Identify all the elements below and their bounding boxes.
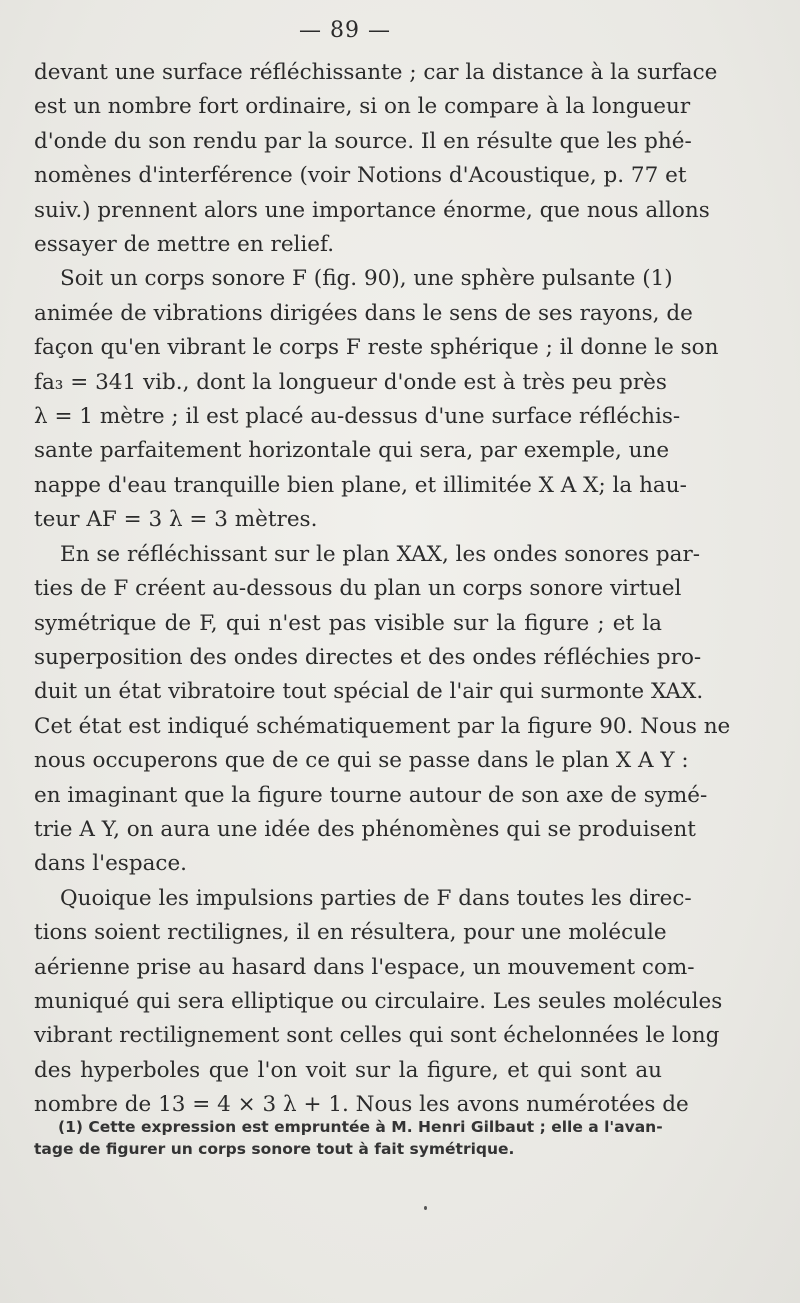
text-line: sante parfaitement horizontale qui sera, par exemple, une xyxy=(34,438,670,464)
paragraph-2 xyxy=(34,262,719,537)
text-line: Cet état est indiqué schématiquement par la figure 90. Nous ne xyxy=(34,713,731,739)
text-line: façon qu'en vibrant le corps F reste sphérique ; il donne le son xyxy=(34,335,719,361)
paragraph-1 xyxy=(34,56,718,262)
text-line: fa₃ = 341 vib., dont la longueur d'onde est à très peu près xyxy=(34,369,667,395)
paragraph-3 xyxy=(34,538,731,882)
text-line: Quoique les impulsions parties de F dans toutes les direc- xyxy=(60,885,692,911)
text-line: essayer de mettre en relief. xyxy=(34,232,335,258)
footnote-line: tage de figurer un corps sonore tout à fait symétrique. xyxy=(34,1140,515,1158)
text-line: nappe d'eau tranquille bien plane, et illimitée X A X; la hau- xyxy=(34,472,687,498)
text-line: devant une surface réfléchissante ; car la distance à la surface xyxy=(34,60,718,85)
footnote xyxy=(34,1116,664,1160)
text-line: animée de vibrations dirigées dans le sens de ses rayons, de xyxy=(34,300,693,326)
text-line: Soit un corps sonore F (fig. 90), une sphère pulsante (1) xyxy=(60,266,673,292)
text-line: d'onde du son rendu par la source. Il en résulte que les phé- xyxy=(34,128,692,154)
footnote-line: (1) Cette expression est empruntée à M. Henri Gilbaut ; elle a l'avan- xyxy=(58,1118,663,1136)
text-line: dans l'espace. xyxy=(34,851,188,877)
page-number: — 89 — xyxy=(299,18,391,43)
text-line: vibrant rectilignement sont celles qui sont échelonnées le long xyxy=(34,1023,720,1049)
text-line: est un nombre fort ordinaire, si on le compare à la longueur xyxy=(34,94,691,120)
text-line: tions soient rectilignes, il en résultera, pour une molécule xyxy=(34,920,667,946)
text-line: muniqué qui sera elliptique ou circulaire. Les seules molécules xyxy=(34,988,723,1014)
text-line: nombre de 13 = 4 × 3 λ + 1. Nous les avons numérotées de xyxy=(34,1092,689,1118)
text-line: teur AF = 3 λ = 3 mètres. xyxy=(34,507,318,533)
text-line: ties de F créent au-dessous du plan un corps sonore virtuel xyxy=(34,576,682,602)
text-line: superposition des ondes directes et des ondes réfléchies pro- xyxy=(34,644,702,670)
text-line: des hyperboles que l'on voit sur la figure, et qui sont au xyxy=(34,1057,662,1083)
ink-speck xyxy=(424,1206,427,1210)
text-line: duit un état vibratoire tout spécial de l'air qui surmonte XAX. xyxy=(34,679,704,705)
text-line: suiv.) prennent alors une importance énorme, que nous allons xyxy=(34,197,710,223)
paragraph-4 xyxy=(34,882,723,1123)
text-line: en imaginant que la figure tourne autour de son axe de symé- xyxy=(34,782,708,808)
text-line: symétrique de F, qui n'est pas visible sur la figure ; et la xyxy=(34,610,662,636)
text-line: λ = 1 mètre ; il est placé au-dessus d'une surface réfléchis- xyxy=(34,404,681,430)
text-line: nomènes d'interférence (voir Notions d'Acoustique, p. 77 et xyxy=(34,163,687,189)
text-line: aérienne prise au hasard dans l'espace, un mouvement com- xyxy=(34,954,695,980)
text-line: En se réfléchissant sur le plan XAX, les ondes sonores par- xyxy=(60,541,700,567)
body-text xyxy=(34,56,731,1123)
text-line: nous occuperons que de ce qui se passe dans le plan X A Y : xyxy=(34,748,689,774)
text-line: trie A Y, on aura une idée des phénomènes qui se produisent xyxy=(34,816,696,842)
